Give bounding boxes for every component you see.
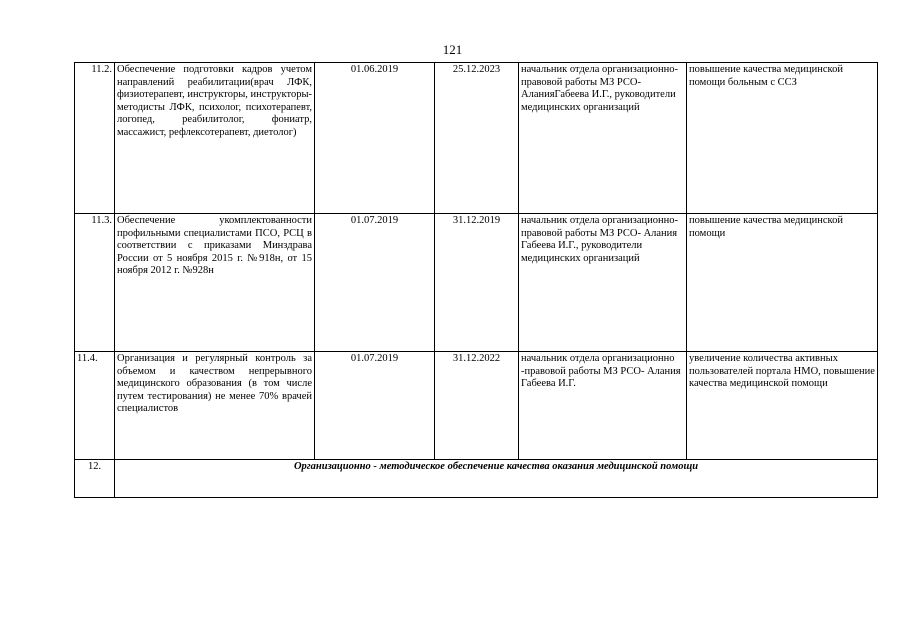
task-description: Организация и регулярный контроль за объемом и качеством непрерывного медицинского образования (в том числе путем тестирования) не менее 70% врачей специалистов	[115, 352, 315, 460]
task-description: Обеспечение укомплектованности профильными специалистами ПСО, РСЦ в соответствии с приказами Минздрава России от 5 ноября 2015 г. №918н, от 15 ноября 2012 г. №928н	[115, 214, 315, 352]
page-number: 121	[442, 42, 463, 57]
expected-result: повышение качества медицинской помощи	[687, 214, 878, 352]
row-number: 11.2.	[75, 63, 115, 214]
row-number: 11.4.	[75, 352, 115, 460]
section-row	[75, 460, 878, 498]
section-number: 12.	[75, 460, 115, 498]
responsible-person: начальник отдела организационно -правовой работы МЗ РСО- Алания Габеева И.Г.	[519, 352, 687, 460]
table-row	[75, 352, 878, 460]
end-date: 31.12.2019	[435, 214, 519, 352]
responsible-person: начальник отдела организационно-правовой работы МЗ РСО-АланияГабеева И.Г., руководители медицинских организаций	[519, 63, 687, 214]
table-row	[75, 214, 878, 352]
end-date: 25.12.2023	[435, 63, 519, 214]
plan-table	[74, 62, 878, 498]
start-date: 01.06.2019	[315, 63, 435, 214]
task-description: Обеспечение подготовки кадров учетом направлений реабилитации(врач ЛФК, физиотерапевт, инструкторы, инструкторы-методисты ЛФК, психолог, психотерапевт, логопед, реабилитолог, фониатр, массажист, рефлексотерапевт, диетолог)	[115, 63, 315, 214]
row-number: 11.3.	[75, 214, 115, 352]
expected-result: увеличение количества активных пользователей портала НМО, повышение качества медицинской помощи	[687, 352, 878, 460]
table-row	[75, 63, 878, 214]
expected-result: повышение качества медицинской помощи больным с ССЗ	[687, 63, 878, 214]
start-date: 01.07.2019	[315, 214, 435, 352]
responsible-person: начальник отдела организационно-правовой работы МЗ РСО- Алания Габеева И.Г., руководители медицинских организаций	[519, 214, 687, 352]
section-title: Организационно - методическое обеспечение качества оказания медицинской помощи	[115, 460, 878, 498]
start-date: 01.07.2019	[315, 352, 435, 460]
end-date: 31.12.2022	[435, 352, 519, 460]
